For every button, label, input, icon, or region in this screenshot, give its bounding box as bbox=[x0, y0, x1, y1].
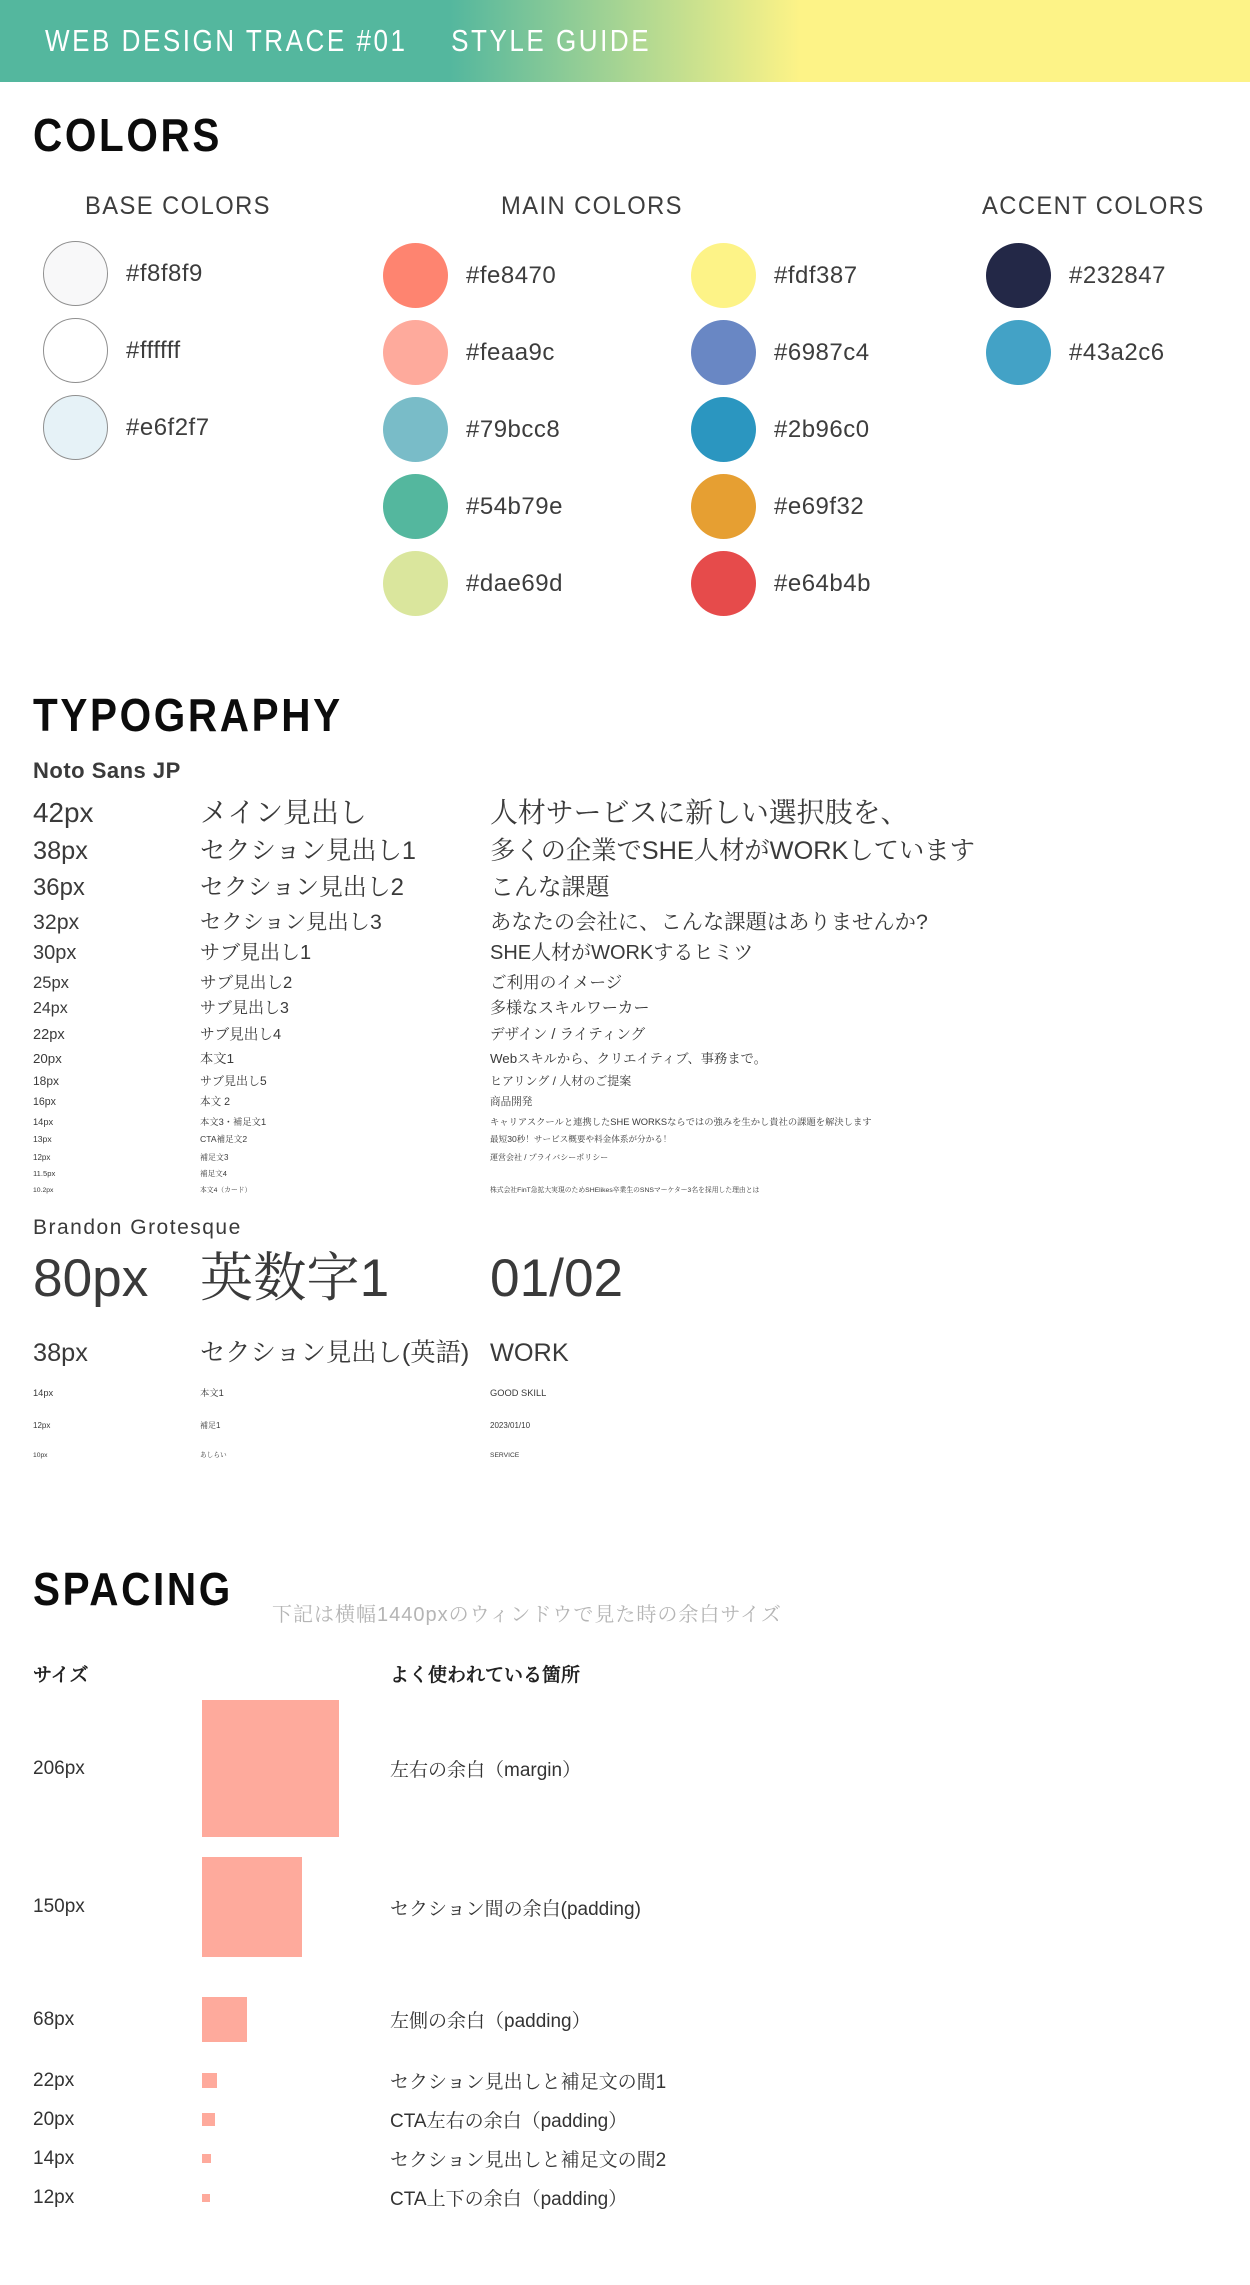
typo-size-label: 36px bbox=[33, 874, 85, 902]
typo-style-name: あしらい bbox=[200, 1452, 227, 1460]
typo-sample-text: 2023/01/10 bbox=[490, 1420, 531, 1430]
spacing-swatch-square bbox=[202, 2194, 210, 2202]
spacing-usage-label: CTA上下の余白（padding） bbox=[390, 2189, 628, 2210]
colors-heading: COLORS bbox=[33, 109, 223, 161]
color-swatch-circle bbox=[691, 320, 756, 385]
color-swatch-row bbox=[691, 551, 871, 616]
accent-colors-label: ACCENT COLORS bbox=[982, 192, 1205, 220]
spacing-swatch-square bbox=[202, 2113, 215, 2126]
page-title: WEB DESIGN TRACE #01 bbox=[45, 23, 408, 58]
typography-row bbox=[33, 1248, 1223, 1309]
noto-typography-table bbox=[33, 797, 1223, 1203]
typography-row bbox=[33, 973, 1223, 992]
color-swatch-circle bbox=[383, 474, 448, 539]
typography-row bbox=[33, 1096, 1223, 1108]
spacing-row bbox=[33, 1700, 1033, 1837]
header-title-row bbox=[45, 0, 651, 82]
typography-row bbox=[33, 797, 1223, 829]
typo-sample-text: 多様なスキルワーカー bbox=[490, 1000, 650, 1018]
typo-size-label: 11.5px bbox=[33, 1169, 56, 1179]
color-swatch-circle bbox=[43, 395, 108, 460]
typography-row bbox=[33, 874, 1223, 901]
spacing-table bbox=[33, 1700, 1033, 2211]
typo-style-name: 補足1 bbox=[200, 1420, 221, 1430]
color-swatch-circle bbox=[43, 241, 108, 306]
spacing-usage-label: セクション見出しと補足文の間1 bbox=[390, 2072, 667, 2093]
typo-size-label: 20px bbox=[33, 1051, 62, 1067]
spacing-usage-label: CTA左右の余白（padding） bbox=[390, 2111, 628, 2132]
color-hex-label: #e69f32 bbox=[774, 492, 865, 520]
spacing-size-label: 206px bbox=[33, 1757, 85, 1779]
spacing-usage-label: セクション間の余白(padding) bbox=[390, 1898, 641, 1920]
typo-sample-text: 運営会社 / プライバシーポリシー bbox=[490, 1153, 609, 1163]
color-swatch-row bbox=[691, 320, 871, 385]
typography-row bbox=[33, 1027, 1223, 1044]
color-swatch-row bbox=[383, 397, 563, 462]
noto-font-label: Noto Sans JP bbox=[33, 758, 181, 783]
typo-style-name: 本文1 bbox=[200, 1051, 234, 1067]
typo-size-label: 25px bbox=[33, 973, 69, 993]
spacing-usage-label: 左側の余白（padding） bbox=[390, 2011, 591, 2032]
typo-style-name: 本文4（カード） bbox=[200, 1187, 252, 1195]
spacing-swatch-square bbox=[202, 1700, 339, 1837]
typo-size-label: 30px bbox=[33, 942, 77, 965]
typo-sample-text: WORK bbox=[490, 1339, 569, 1368]
typography-heading: TYPOGRAPHY bbox=[33, 689, 343, 741]
spacing-size-label: 150px bbox=[33, 1896, 85, 1917]
spacing-row bbox=[33, 1857, 1033, 1957]
color-swatch-row bbox=[383, 474, 563, 539]
color-swatch-circle bbox=[383, 320, 448, 385]
spacing-size-label: 68px bbox=[33, 2008, 75, 2030]
spacing-size-label: 20px bbox=[33, 2108, 75, 2130]
typo-size-label: 80px bbox=[33, 1249, 149, 1308]
typo-size-label: 10px bbox=[33, 1452, 48, 1460]
typo-style-name: 本文1 bbox=[200, 1388, 224, 1399]
spacing-size-label: 14px bbox=[33, 2147, 75, 2169]
typo-style-name: 本文 2 bbox=[200, 1096, 231, 1109]
typo-sample-text: SERVICE bbox=[490, 1452, 520, 1460]
spacing-usage-label: 左右の余白（margin） bbox=[390, 1760, 582, 1781]
typography-row bbox=[33, 1075, 1223, 1089]
color-hex-label: #fe8470 bbox=[466, 261, 557, 289]
spacing-swatch-square bbox=[202, 1857, 302, 1957]
color-swatch-circle bbox=[43, 318, 108, 383]
typo-size-label: 18px bbox=[33, 1073, 60, 1088]
typo-size-label: 38px bbox=[33, 837, 88, 866]
typo-size-label: 22px bbox=[33, 1026, 65, 1043]
main-colors-column-1 bbox=[383, 243, 563, 616]
typo-style-name: セクション見出し3 bbox=[200, 909, 382, 934]
color-swatch-row bbox=[43, 318, 210, 383]
spacing-size-header: サイズ bbox=[33, 1665, 89, 1686]
spacing-swatch-square bbox=[202, 1997, 247, 2042]
typo-sample-text: SHE人材がWORKするヒミツ bbox=[490, 942, 754, 965]
typo-size-label: 42px bbox=[33, 797, 94, 828]
color-swatch-row bbox=[691, 243, 871, 308]
typo-style-name: サブ見出し1 bbox=[200, 942, 312, 965]
color-swatch-circle bbox=[691, 397, 756, 462]
typo-size-label: 10.2px bbox=[33, 1187, 54, 1195]
typo-sample-text: 01/02 bbox=[490, 1249, 624, 1308]
spacing-swatch-cell bbox=[202, 2113, 390, 2126]
typo-size-label: 12px bbox=[33, 1153, 51, 1163]
typo-sample-text: キャリアスクールと連携したSHE WORKSならではの強みを生かし貴社の課題を解決します bbox=[490, 1116, 872, 1127]
typography-row bbox=[33, 1117, 1223, 1128]
typography-row bbox=[33, 910, 1223, 934]
page-subtitle: STYLE GUIDE bbox=[451, 23, 652, 58]
base-colors-label: BASE COLORS bbox=[85, 192, 271, 220]
spacing-size-label: 12px bbox=[33, 2186, 75, 2208]
typography-row bbox=[33, 1000, 1223, 1018]
spacing-note: 下記は横幅1440pxのウィンドウで見た時の余白サイズ bbox=[272, 1604, 782, 1626]
color-swatch-row bbox=[691, 397, 871, 462]
typo-style-name: サブ見出し3 bbox=[200, 1000, 289, 1018]
typo-size-label: 14px bbox=[33, 1116, 54, 1127]
typo-sample-text: Webスキルから、クリエイティブ、事務まで。 bbox=[490, 1051, 767, 1067]
spacing-swatch-cell bbox=[202, 2154, 390, 2163]
typography-row bbox=[33, 1135, 1223, 1145]
typo-size-label: 16px bbox=[33, 1096, 56, 1109]
typo-style-name: 補足文3 bbox=[200, 1153, 229, 1163]
color-hex-label: #f8f8f9 bbox=[126, 259, 203, 287]
color-swatch-row bbox=[691, 474, 871, 539]
typo-sample-text: ご利用のイメージ bbox=[490, 973, 623, 993]
color-hex-label: #54b79e bbox=[466, 492, 563, 520]
color-hex-label: #43a2c6 bbox=[1069, 338, 1165, 366]
spacing-swatch-cell bbox=[202, 1997, 390, 2042]
color-swatch-circle bbox=[383, 243, 448, 308]
color-hex-label: #e6f2f7 bbox=[126, 413, 210, 441]
typography-row bbox=[33, 1421, 1223, 1430]
typo-style-name: CTA補足文2 bbox=[200, 1134, 248, 1145]
color-swatch-circle bbox=[383, 397, 448, 462]
typography-row bbox=[33, 1187, 1223, 1195]
color-hex-label: #79bcc8 bbox=[466, 415, 561, 443]
spacing-swatch-square bbox=[202, 2154, 211, 2163]
color-hex-label: #fdf387 bbox=[774, 261, 858, 289]
color-hex-label: #ffffff bbox=[126, 336, 181, 364]
typo-sample-text: 株式会社FinT急拡大実現のためSHElikes卒業生のSNSマーケター3名を採用した理由とは bbox=[490, 1187, 760, 1195]
typo-style-name: 英数字1 bbox=[200, 1249, 390, 1308]
main-colors-column-2 bbox=[691, 243, 871, 616]
typo-style-name: サブ見出し5 bbox=[200, 1073, 267, 1088]
typo-sample-text: あなたの会社に、こんな課題はありませんか? bbox=[490, 909, 928, 934]
typo-sample-text: デザイン / ライティング bbox=[490, 1026, 646, 1043]
typography-row bbox=[33, 942, 1223, 965]
typography-row bbox=[33, 1170, 1223, 1179]
typo-style-name: 本文3・補足文1 bbox=[200, 1116, 267, 1127]
accent-colors-column bbox=[986, 243, 1166, 385]
main-colors-label: MAIN COLORS bbox=[501, 192, 683, 220]
typo-size-label: 32px bbox=[33, 909, 80, 934]
spacing-size-label: 22px bbox=[33, 2069, 75, 2091]
spacing-swatch-cell bbox=[202, 2194, 390, 2202]
color-swatch-row bbox=[383, 243, 563, 308]
spacing-usage-label: セクション見出しと補足文の間2 bbox=[390, 2150, 667, 2171]
base-colors-column bbox=[43, 241, 210, 460]
spacing-swatch-cell bbox=[202, 1700, 390, 1837]
typo-size-label: 12px bbox=[33, 1420, 51, 1430]
color-swatch-circle bbox=[986, 243, 1051, 308]
spacing-row bbox=[33, 2067, 1033, 2094]
typo-sample-text: 多くの企業でSHE人材がWORKしています bbox=[490, 837, 975, 866]
spacing-row bbox=[33, 2145, 1033, 2172]
typo-style-name: サブ見出し2 bbox=[200, 973, 293, 993]
typography-row bbox=[33, 1051, 1223, 1066]
color-hex-label: #232847 bbox=[1069, 261, 1166, 289]
color-swatch-circle bbox=[986, 320, 1051, 385]
typography-row bbox=[33, 837, 1223, 866]
color-swatch-row bbox=[986, 243, 1166, 308]
typo-sample-text: GOOD SKILL bbox=[490, 1388, 547, 1399]
spacing-swatch-square bbox=[202, 2073, 217, 2088]
typo-sample-text: 最短30秒！サービス概要や料金体系が分かる！ bbox=[490, 1134, 672, 1145]
typo-size-label: 38px bbox=[33, 1339, 88, 1368]
color-swatch-circle bbox=[691, 474, 756, 539]
spacing-swatch-cell bbox=[202, 2073, 390, 2088]
header-banner bbox=[0, 0, 1250, 82]
typo-sample-text: 人材サービスに新しい選択肢を、 bbox=[490, 797, 909, 828]
typo-style-name: セクション見出し(英語) bbox=[200, 1339, 470, 1368]
color-hex-label: #dae69d bbox=[466, 569, 563, 597]
typography-row bbox=[33, 1452, 1223, 1460]
color-hex-label: #e64b4b bbox=[774, 569, 871, 597]
spacing-row bbox=[33, 2106, 1033, 2133]
spacing-usage-header: よく使われている箇所 bbox=[390, 1665, 581, 1686]
typo-style-name: セクション見出し2 bbox=[200, 874, 404, 902]
typo-sample-text: ヒアリング / 人材のご提案 bbox=[490, 1073, 632, 1088]
color-hex-label: #2b96c0 bbox=[774, 415, 870, 443]
color-hex-label: #feaa9c bbox=[466, 338, 555, 366]
typography-row bbox=[33, 1388, 1223, 1399]
typo-sample-text: こんな課題 bbox=[490, 874, 610, 902]
color-swatch-row bbox=[383, 551, 563, 616]
typo-style-name: サブ見出し4 bbox=[200, 1026, 282, 1043]
color-swatch-row bbox=[43, 395, 210, 460]
spacing-row bbox=[33, 2184, 1033, 2211]
spacing-heading: SPACING bbox=[33, 1563, 233, 1615]
color-swatch-circle bbox=[691, 243, 756, 308]
spacing-swatch-cell bbox=[202, 1857, 390, 1957]
typo-style-name: 補足文4 bbox=[200, 1169, 228, 1179]
color-hex-label: #6987c4 bbox=[774, 338, 870, 366]
typo-size-label: 13px bbox=[33, 1134, 52, 1145]
typo-style-name: メイン見出し bbox=[200, 797, 367, 828]
typo-size-label: 14px bbox=[33, 1388, 54, 1399]
spacing-row bbox=[33, 1997, 1033, 2042]
color-swatch-circle bbox=[691, 551, 756, 616]
typo-style-name: セクション見出し1 bbox=[200, 837, 416, 866]
typo-sample-text: 商品開発 bbox=[490, 1096, 533, 1109]
color-swatch-row bbox=[43, 241, 210, 306]
brandon-typography-table bbox=[33, 1248, 1223, 1460]
typography-row bbox=[33, 1153, 1223, 1162]
brandon-font-label: Brandon Grotesque bbox=[33, 1216, 242, 1239]
color-swatch-row bbox=[383, 320, 563, 385]
color-swatch-row bbox=[986, 320, 1166, 385]
color-swatch-circle bbox=[383, 551, 448, 616]
typography-row bbox=[33, 1339, 1223, 1368]
typo-size-label: 24px bbox=[33, 1000, 68, 1018]
